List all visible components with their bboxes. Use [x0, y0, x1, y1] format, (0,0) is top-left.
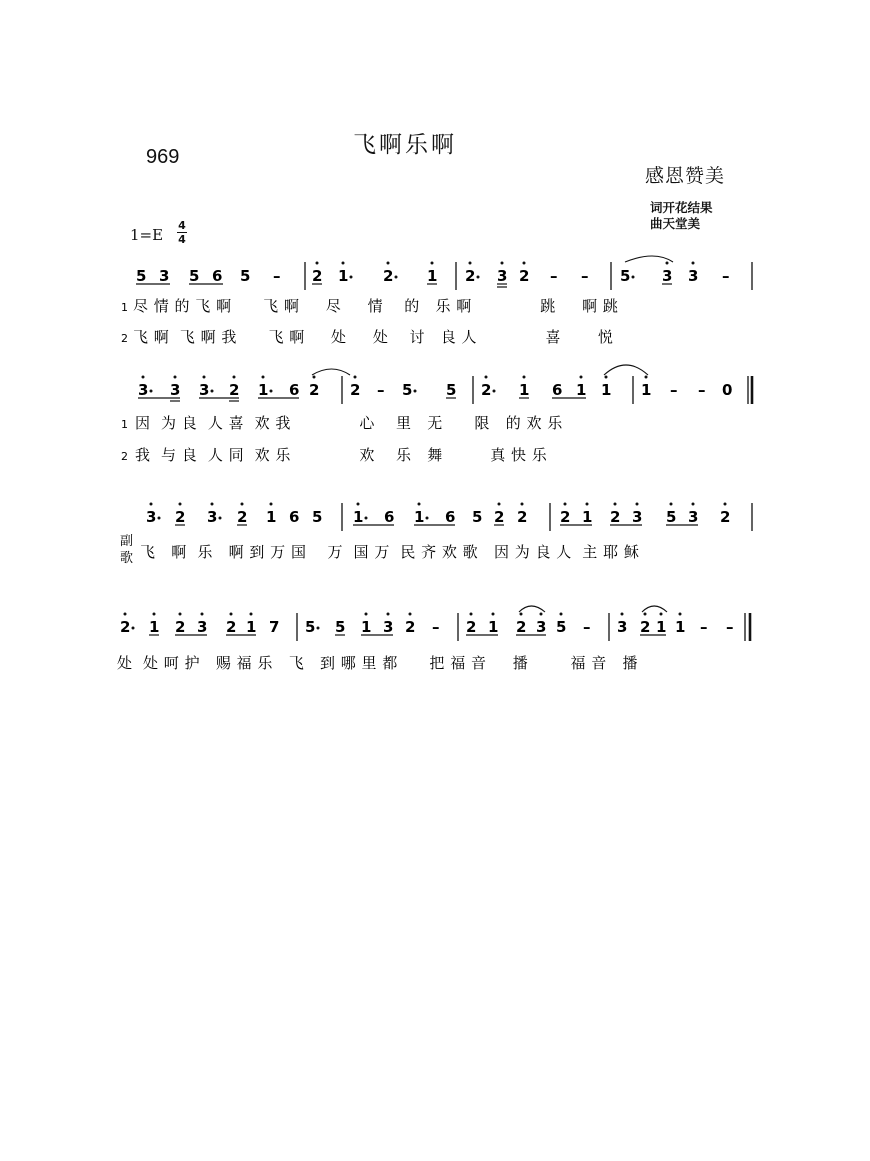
svg-text:1: 1	[414, 508, 425, 526]
svg-text:歌: 歌	[120, 551, 134, 566]
score-row-2	[138, 365, 752, 404]
svg-text:6: 6	[289, 508, 300, 526]
svg-text:–: –	[700, 618, 708, 636]
svg-text:3: 3	[632, 508, 643, 526]
svg-text:2: 2	[121, 332, 129, 345]
svg-text:1: 1	[353, 508, 364, 526]
svg-text:1: 1	[582, 508, 593, 526]
svg-text:–: –	[726, 618, 734, 636]
svg-text:6: 6	[212, 267, 223, 285]
svg-text:1: 1	[258, 381, 269, 399]
svg-text:2: 2	[229, 381, 240, 399]
svg-text:1: 1	[641, 381, 652, 399]
score-row-3	[146, 503, 752, 532]
time-signature-top: 4	[178, 219, 186, 232]
svg-text:6: 6	[552, 381, 563, 399]
svg-text:6: 6	[384, 508, 395, 526]
score-row-4	[120, 606, 750, 641]
svg-text:–: –	[698, 381, 706, 399]
row-3-lyrics	[120, 534, 639, 566]
time-signature-bottom: 4	[178, 233, 186, 246]
svg-text:飞 啊 飞 啊 我 飞 啊 处: 飞 啊 飞 啊 我 飞 啊 处 处 讨 良 人 喜 悦	[133, 328, 614, 346]
svg-text:3: 3	[197, 618, 208, 636]
svg-text:–: –	[432, 618, 440, 636]
svg-text:–: –	[670, 381, 678, 399]
svg-text:5: 5	[136, 267, 147, 285]
svg-text:5: 5	[472, 508, 483, 526]
svg-text:–: –	[581, 267, 589, 285]
svg-text:5: 5	[620, 267, 631, 285]
svg-text:2: 2	[175, 618, 186, 636]
svg-text:2: 2	[516, 618, 527, 636]
svg-text:2: 2	[466, 618, 477, 636]
svg-text:5: 5	[556, 618, 567, 636]
svg-text:5: 5	[335, 618, 346, 636]
row-4-lyrics	[117, 654, 638, 672]
svg-text:2: 2	[175, 508, 186, 526]
svg-text:2: 2	[383, 267, 394, 285]
svg-text:1: 1	[149, 618, 160, 636]
svg-text:2: 2	[309, 381, 320, 399]
svg-text:2: 2	[120, 618, 131, 636]
svg-text:1: 1	[656, 618, 667, 636]
svg-text:2: 2	[640, 618, 651, 636]
svg-text:2: 2	[517, 508, 528, 526]
svg-text:2: 2	[465, 267, 476, 285]
row-2-lyrics	[121, 414, 563, 464]
row-1-notation	[136, 256, 752, 290]
svg-text:3: 3	[662, 267, 673, 285]
svg-text:1: 1	[121, 418, 129, 431]
svg-text:2: 2	[350, 381, 361, 399]
svg-text:3: 3	[170, 381, 181, 399]
svg-text:尽 情 的 飞 啊 飞 啊 尽 情: 尽 情 的 飞 啊 飞 啊 尽 情 的 乐 啊 跳 啊 跳	[133, 297, 619, 315]
svg-text:3: 3	[688, 508, 699, 526]
svg-text:–: –	[583, 618, 591, 636]
svg-text:3: 3	[159, 267, 170, 285]
svg-text:2: 2	[560, 508, 571, 526]
svg-text:处 处 呵 护 赐 福 乐 飞 到 哪 里 都: 处 处 呵 护 赐 福 乐 飞 到 哪 里 都 把 福 音 播 福 音 播	[117, 654, 639, 672]
svg-text:1: 1	[427, 267, 438, 285]
svg-text:–: –	[550, 267, 558, 285]
svg-text:7: 7	[269, 618, 280, 636]
svg-text:1: 1	[266, 508, 277, 526]
svg-text:5: 5	[240, 267, 251, 285]
svg-text:2: 2	[610, 508, 621, 526]
svg-text:–: –	[273, 267, 281, 285]
svg-text:6: 6	[445, 508, 456, 526]
svg-text:2: 2	[720, 508, 731, 526]
svg-text:6: 6	[289, 381, 300, 399]
hymn-number: 969	[146, 146, 180, 168]
svg-text:因 为 良 人 喜 欢 我 心: 因 为 良 人 喜 欢 我 心 里 无 限 的 欢 乐	[135, 414, 563, 432]
svg-text:3: 3	[383, 618, 394, 636]
svg-text:1: 1	[601, 381, 612, 399]
svg-text:2: 2	[121, 450, 129, 463]
svg-text:2: 2	[237, 508, 248, 526]
svg-text:2: 2	[494, 508, 505, 526]
svg-text:0: 0	[722, 381, 733, 399]
svg-text:–: –	[722, 267, 730, 285]
svg-text:5: 5	[446, 381, 457, 399]
svg-text:2: 2	[481, 381, 492, 399]
svg-text:3: 3	[199, 381, 210, 399]
svg-text:1: 1	[121, 301, 129, 314]
svg-text:2: 2	[405, 618, 416, 636]
svg-text:2: 2	[312, 267, 323, 285]
svg-text:副: 副	[120, 534, 134, 549]
svg-text:3: 3	[138, 381, 149, 399]
svg-text:3: 3	[536, 618, 547, 636]
svg-text:1: 1	[519, 381, 530, 399]
svg-text:2: 2	[226, 618, 237, 636]
svg-text:–: –	[377, 381, 385, 399]
hymnal-name: 感恩赞美	[645, 165, 726, 187]
svg-text:3: 3	[207, 508, 218, 526]
svg-text:1: 1	[675, 618, 686, 636]
svg-text:1: 1	[338, 267, 349, 285]
svg-text:5: 5	[189, 267, 200, 285]
svg-text:3: 3	[497, 267, 508, 285]
svg-text:3: 3	[146, 508, 157, 526]
lyricist-credit: 词开花结果	[650, 200, 713, 215]
svg-text:1: 1	[361, 618, 372, 636]
svg-text:5: 5	[312, 508, 323, 526]
composer-credit: 曲天堂美	[650, 216, 701, 231]
svg-text:3: 3	[617, 618, 628, 636]
row-1-lyrics	[121, 297, 618, 346]
svg-text:3: 3	[688, 267, 699, 285]
svg-text:1: 1	[246, 618, 257, 636]
svg-text:我 与 良 人 同 欢 乐 欢: 我 与 良 人 同 欢 乐 欢 乐 舞 真 快 乐	[135, 446, 548, 464]
svg-text:5: 5	[666, 508, 677, 526]
svg-text:5: 5	[305, 618, 316, 636]
song-title: 飞啊乐啊	[353, 132, 457, 158]
svg-text:2: 2	[519, 267, 530, 285]
key-signature: 1=E	[130, 226, 164, 244]
svg-text:1: 1	[488, 618, 499, 636]
svg-text:5: 5	[402, 381, 413, 399]
svg-text:飞 啊 乐 啊 到 万 国 万 国 万: 飞 啊 乐 啊 到 万 国 万 国 万 民 齐 欢 歌 因 为 良 人 主 耶 稣	[140, 543, 640, 561]
score-row-1	[136, 256, 752, 290]
svg-text:1: 1	[576, 381, 587, 399]
